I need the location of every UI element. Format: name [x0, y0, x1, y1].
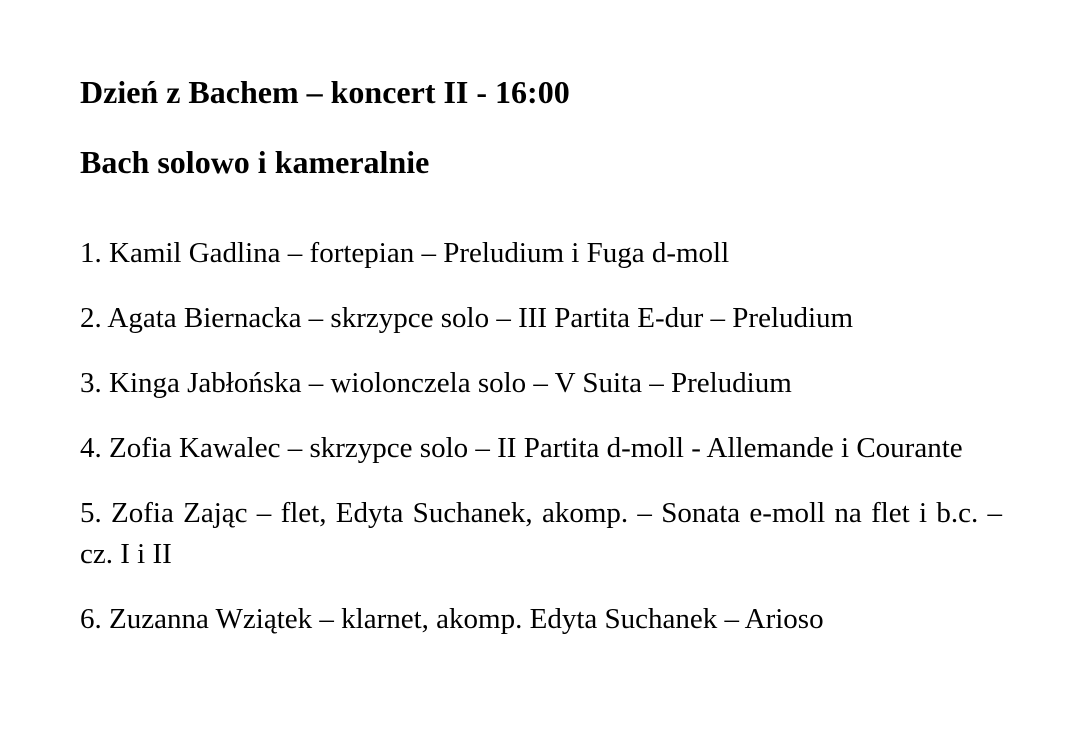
program-item: 4. Zofia Kawalec – skrzypce solo – II Partita d-moll - Allemande i Courante	[80, 432, 963, 464]
program-item: 6. Zuzanna Wziątek – klarnet, akomp. Edyta Suchanek – Arioso	[80, 603, 824, 635]
concert-title: Dzień z Bachem – koncert II - 16:00	[80, 74, 570, 110]
program-item: 1. Kamil Gadlina – fortepian – Preludium i Fuga d-moll	[80, 237, 730, 269]
program-list	[80, 233, 1002, 664]
program-item: 5. Zofia Zając – flet, Edyta Suchanek, akomp. – Sonata e-moll na flet i b.c. – cz. I i II	[80, 497, 1002, 570]
program-item: 2. Agata Biernacka – skrzypce solo – III Partita E-dur – Preludium	[80, 302, 854, 334]
concert-subtitle: Bach solowo i kameralnie	[80, 144, 430, 180]
program-item: 3. Kinga Jabłońska – wiolonczela solo – V Suita – Preludium	[80, 367, 792, 399]
